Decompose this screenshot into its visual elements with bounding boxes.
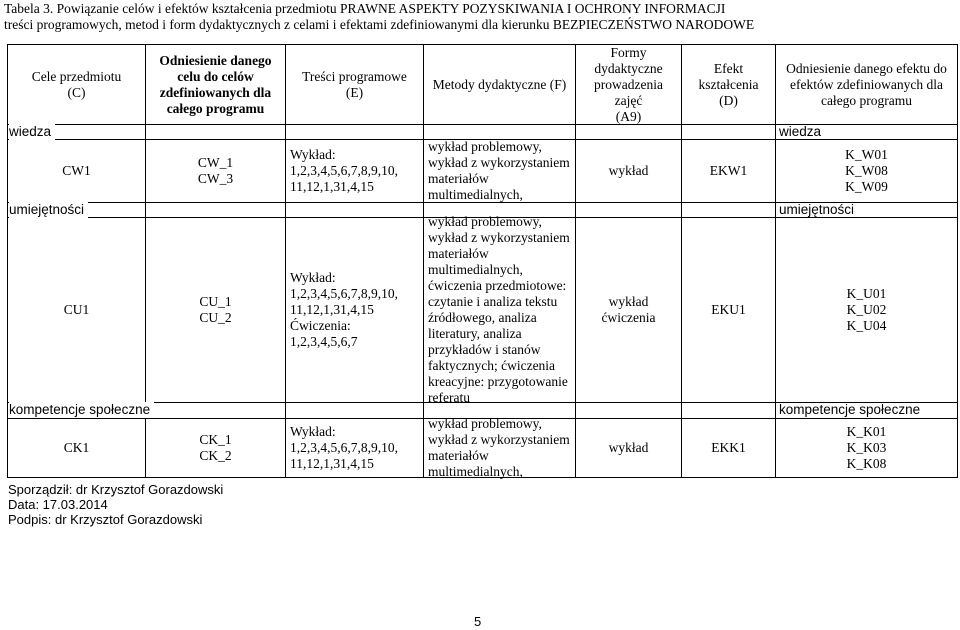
- row-umiejetnosci-efekt: EKU1: [711, 302, 746, 317]
- row-kompetencje-odn-efektu: K_K01 K_K03 K_K08: [846, 424, 887, 471]
- row-kompetencje-cel: CK1: [63, 440, 90, 455]
- row-wiedza-formy: wykład: [608, 163, 649, 178]
- row-wiedza-odn-celu: CW_1 CW_3: [197, 155, 234, 186]
- caption-line-1: Tabela 3. Powiązanie celów i efektów kształcenia przedmiotu PRAWNE ASPEKTY POZYSKIWANIA I OCHRONY INFORMACJI: [4, 1, 726, 16]
- page-number: 5: [474, 614, 482, 629]
- table-caption: [4, 1, 954, 33]
- row-umiejetnosci-odn-efektu: K_U01 K_U02 K_U04: [846, 286, 887, 333]
- header-odniesienie-celu: Odniesienie danego celu do celów zdefiniowanych dla całego programu: [159, 52, 272, 116]
- section-umiejetnosci-left: umiejętności: [9, 202, 88, 218]
- row-kompetencje-efekt: EKK1: [711, 440, 746, 455]
- section-kompetencje-right: kompetencje społeczne: [779, 402, 921, 417]
- footer-sporzadzil: Sporządził: dr Krzysztof Gorazdowski: [8, 482, 224, 497]
- header-odniesienie-efektu: Odniesienie danego efektu do efektów zdefiniowanych dla całego programu: [786, 60, 947, 108]
- footer-podpis: Podpis: dr Krzysztof Gorazdowski: [8, 512, 203, 527]
- row-kompetencje-metody: wykład problemowy, wykład z wykorzystaniem materiałów multimedialnych,: [428, 416, 570, 479]
- row-wiedza-odn-efektu: K_W01 K_W08 K_W09: [845, 147, 888, 194]
- header-formy-dydaktyczne: Formy dydaktyczne prowadzenia zajęć (A9): [594, 44, 663, 124]
- row-umiejetnosci-formy: wykład ćwiczenia: [601, 294, 656, 325]
- row-umiejetnosci-cel: CU1: [63, 302, 90, 317]
- row-umiejetnosci-metody: wykład problemowy, wykład z wykorzystaniem materiałów multimedialnych, ćwiczenia przedmiotowe: czytanie i analiza tekstu źródłowego, analiza literatury, analiza przykładów i stanów faktycznych; ćwiczenia kreacyjne: przygotowanie referatu: [428, 214, 570, 405]
- row-kompetencje-odn-celu: CK_1 CK_2: [199, 432, 232, 463]
- row-wiedza-tresci: Wykład: 1,2,3,4,5,6,7,8,9,10, 11,12,1,31,4,15: [290, 147, 398, 194]
- section-kompetencje-left: kompetencje społeczne: [9, 402, 154, 418]
- row-umiejetnosci-tresci: Wykład: 1,2,3,4,5,6,7,8,9,10, 11,12,1,31,4,15 Ćwiczenia: 1,2,3,4,5,6,7: [290, 270, 398, 349]
- row-kompetencje-formy: wykład: [608, 440, 649, 455]
- row-wiedza-metody: wykład problemowy, wykład z wykorzystaniem materiałów multimedialnych,: [428, 139, 570, 202]
- row-kompetencje-tresci: Wykład: 1,2,3,4,5,6,7,8,9,10, 11,12,1,31,4,15: [290, 424, 398, 471]
- header-tresci-programowe: Treści programowe (E): [302, 68, 407, 100]
- caption-line-2: treści programowych, metod i form dydaktycznych z celami i efektami zdefiniowanymi dla kierunku BEZPIECZEŃSTWO NARODOWE: [4, 17, 755, 32]
- row-wiedza-cel: CW1: [62, 163, 91, 178]
- section-umiejetnosci-right: umiejętności: [779, 202, 855, 217]
- row-wiedza-efekt: EKW1: [709, 163, 748, 178]
- header-efekt-ksztalcenia: Efekt kształcenia (D): [698, 60, 759, 108]
- header-metody-dydaktyczne: Metody dydaktyczne (F): [432, 76, 567, 92]
- section-wiedza-left: wiedza: [9, 124, 55, 140]
- row-umiejetnosci-odn-celu: CU_1 CU_2: [199, 294, 232, 325]
- header-cele-przedmiotu: Cele przedmiotu (C): [31, 68, 122, 100]
- section-wiedza-right: wiedza: [779, 124, 822, 139]
- footer-data: Data: 17.03.2014: [8, 497, 108, 512]
